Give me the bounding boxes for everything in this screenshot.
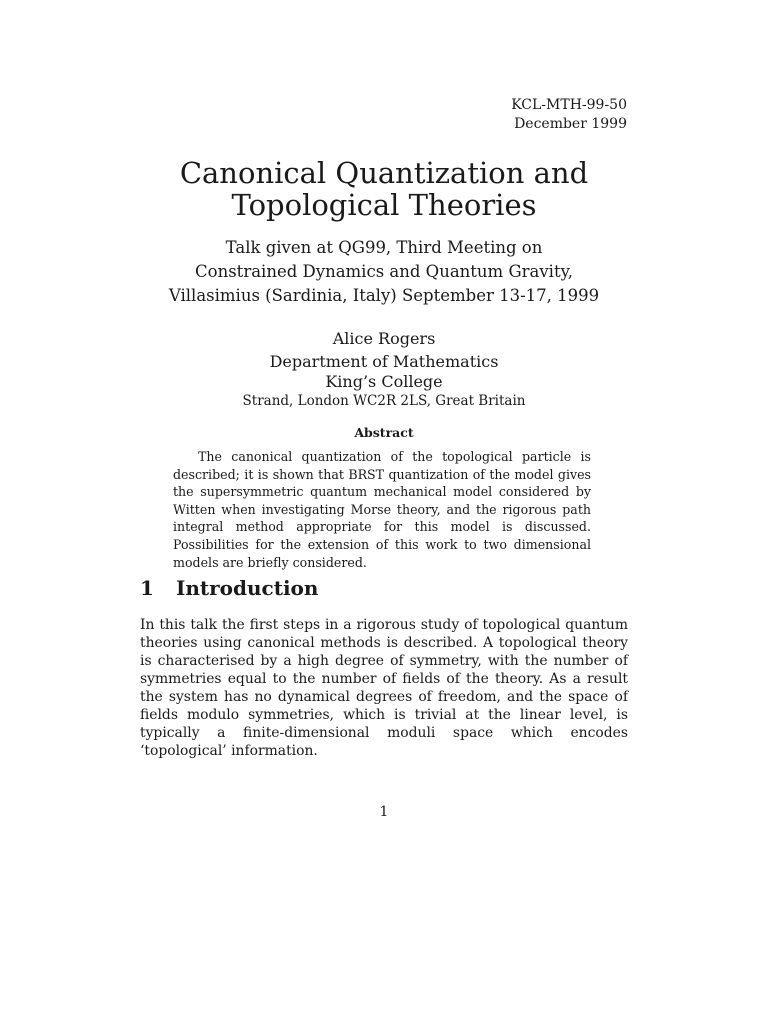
talk-info-line-1: Talk given at QG99, Third Meeting on bbox=[225, 238, 543, 257]
author-address: Strand, London WC2R 2LS, Great Britain bbox=[242, 393, 526, 409]
report-date: December 1999 bbox=[514, 116, 627, 132]
section-number: 1 bbox=[140, 576, 154, 600]
section-title: Introduction bbox=[176, 576, 319, 600]
talk-info-line-2: Constrained Dynamics and Quantum Gravity, bbox=[195, 262, 573, 281]
author-block bbox=[0, 329, 768, 411]
section-heading bbox=[140, 576, 318, 600]
author-department: Department of Mathematics bbox=[269, 352, 499, 371]
abstract-heading: Abstract bbox=[354, 425, 414, 440]
paper-title bbox=[0, 157, 768, 221]
paper-title-line-1: Canonical Quantization and bbox=[179, 156, 589, 190]
author-institution: King’s College bbox=[325, 372, 443, 391]
abstract-text: The canonical quantization of the topological particle is described; it is shown that BRST quantization of the model gives the supersymmetric quantum mechanical model considered by Witten when investigating Morse theory, and the rigorous path integral method appropriate for this model is discussed. Possibilities for the extension of this work to two dimensional models are briefly considered. bbox=[173, 449, 591, 570]
author-name: Alice Rogers bbox=[332, 329, 436, 348]
talk-info bbox=[0, 236, 768, 308]
page-number: 1 bbox=[379, 804, 389, 820]
talk-info-line-3: Villasimius (Sardinia, Italy) September 13-17, 1999 bbox=[168, 286, 600, 305]
paper-title-line-2: Topological Theories bbox=[231, 188, 537, 222]
report-number: KCL-MTH-99-50 bbox=[511, 97, 627, 113]
report-info bbox=[511, 96, 627, 134]
section-body-paragraph: In this talk the first steps in a rigorous study of topological quantum theories using canonical methods is described. A topological theory is characterised by a high degree of symmetry, with the number of symmetries equal to the number of fields of the theory. As a result the system has no dynamical degrees of freedom, and the space of fields modulo symmetries, which is trivial at the linear level, is typically a finite-dimensional moduli space which encodes ‘topological’ information. bbox=[140, 617, 628, 759]
